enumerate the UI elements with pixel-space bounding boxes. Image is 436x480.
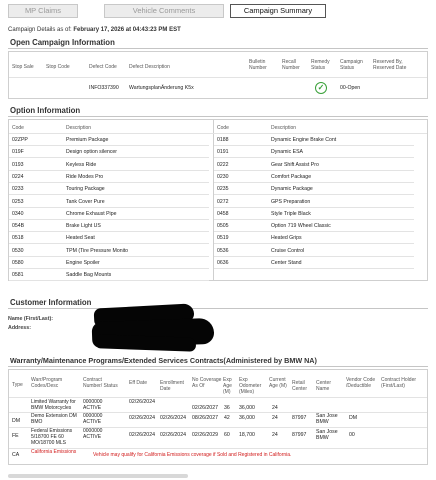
divider (214, 194, 414, 195)
option-left-desc-header: Description (66, 125, 92, 131)
left-option-code: 054B (12, 223, 25, 230)
wrow3-expodo: 18,700 (239, 432, 255, 438)
wcol-desc: Warr/Program Codes/Desc (31, 377, 63, 389)
left-option-description: Design option silencer (66, 149, 118, 156)
campaign-status-value: 00-Open (340, 85, 361, 91)
redacted-address-block-2 (96, 334, 196, 351)
defect-description-value: WartungsplanÄnderung K5x (129, 85, 194, 91)
open-campaign-title: Open Campaign Information (8, 37, 428, 49)
left-option-description: TPM (Tire Pressure Monito (66, 247, 129, 254)
option-table (8, 119, 428, 281)
wcol-type: Type (12, 382, 23, 388)
wrow2-vendor: DM (349, 415, 358, 421)
wrow3-contract: 0000000 ACTIVE (83, 428, 103, 440)
tab-bar (8, 4, 428, 18)
wcol-expodo: Exp Odometer (Miles) (239, 377, 262, 395)
wrow2-nocov: 08/26/2027 (192, 415, 218, 421)
right-option-description: Option 719 Wheel Classic (271, 223, 331, 230)
divider (9, 207, 209, 208)
left-option-code: 019F (12, 149, 24, 156)
col-stop-sale: Stop Sale (12, 64, 34, 70)
col-bulletin-number: Bulletin Number (249, 59, 267, 71)
wrow3-retail: 87997 (292, 432, 307, 438)
wrow1-eff: 02/26/2024 (129, 399, 155, 405)
left-option-code: 0530 (12, 247, 24, 254)
right-option-code: 0636 (217, 260, 229, 266)
divider (9, 397, 427, 398)
divider (9, 243, 209, 244)
wrow1-expage: 36 (224, 405, 230, 411)
wrow2-center: San Jose BMW (316, 413, 338, 425)
wcol-expage: Exp Age (M) (223, 377, 232, 395)
campaign-details-line (8, 27, 181, 33)
right-option-description: Cruise Control (271, 247, 305, 254)
wcol-nocov: No Coverage As Of (192, 377, 222, 389)
left-option-description: Tank Cover Pure (66, 198, 105, 205)
left-option-code: 0253 (12, 198, 24, 205)
right-option-description: Center Stand (271, 260, 302, 266)
left-option-description: Brake Light US (66, 223, 101, 230)
right-option-code: 0519 (217, 235, 229, 242)
wrow2-retail: 87997 (292, 415, 307, 421)
wrow1-curage: 24 (272, 405, 278, 411)
left-option-description: Ride Modes Pro (66, 173, 104, 180)
divider (214, 231, 414, 232)
wrow2-expodo: 36,000 (239, 415, 255, 421)
right-option-code: 0505 (217, 223, 229, 230)
divider (9, 145, 209, 146)
wcol-curage: Current Age (M) (269, 377, 287, 389)
col-stop-code: Stop Code (46, 64, 70, 70)
wrow4-note: Vehicle may qualify for California Emissions coverage if Sold and Registered in California. (93, 452, 292, 458)
divider (9, 170, 209, 171)
customer-address-label: Address: (8, 325, 31, 331)
option-right-desc-header: Description (271, 125, 297, 131)
left-option-code: 0340 (12, 210, 24, 217)
divider (9, 231, 209, 232)
check-circle-icon: ✓ (315, 82, 327, 94)
left-option-code: 0581 (12, 272, 24, 279)
wrow2-curage: 24 (272, 415, 278, 421)
right-option-code: 0272 (217, 198, 229, 205)
wrow4-desc: California Emissions (31, 449, 77, 455)
right-option-description: Comfort Package (271, 173, 312, 180)
left-option-description: Heated Seat (66, 235, 95, 242)
divider (9, 133, 427, 134)
col-reserved-by: Reserved By, Reserved Date (373, 59, 407, 71)
left-option-code: 0193 (12, 161, 24, 168)
divider (214, 268, 414, 269)
wrow3-center: San Jose BMW (316, 429, 338, 441)
wrow2-expage: 42 (224, 415, 230, 421)
right-option-description: GPS Preparation (271, 198, 311, 205)
divider (214, 256, 414, 257)
wrow2-contract: 0000000 ACTIVE (83, 413, 103, 425)
left-option-code: 0580 (12, 260, 24, 266)
col-defect-description: Defect Description (129, 64, 170, 70)
right-option-description: Heated Grips (271, 235, 302, 242)
right-option-code: 0458 (217, 210, 229, 217)
wcol-contract: Contract Number/ Status (83, 377, 118, 389)
left-option-description: Keyless Ride (66, 161, 97, 168)
right-option-code: 0235 (217, 186, 229, 193)
defect-code-value: INFO337390 (89, 85, 119, 91)
right-option-description: Gear Shift Assist Pro (271, 161, 319, 168)
campaign-details-date: February 17, 2026 at 04:43:23 PM EST (73, 27, 181, 33)
divider (9, 182, 209, 183)
wrow1-expodo: 36,000 (239, 405, 255, 411)
option-left-code-header: Code (12, 125, 24, 131)
wrow3-vendor: 00 (349, 432, 355, 438)
divider (214, 145, 414, 146)
wrow2-enroll: 02/26/2024 (160, 415, 186, 421)
wrow3-enroll: 02/26/2024 (160, 432, 186, 438)
left-option-description: Premium Package (66, 137, 109, 143)
left-option-code: 0233 (12, 186, 24, 193)
right-option-code: 0536 (217, 247, 229, 254)
wrow3-curage: 24 (272, 432, 278, 438)
horizontal-scrollbar[interactable] (8, 474, 188, 478)
wrow3-nocov: 02/26/2029 (192, 432, 218, 438)
right-option-code: 0222 (217, 161, 229, 168)
divider (9, 268, 209, 269)
tab-campaign-summary[interactable]: Campaign Summary (230, 4, 326, 18)
wcol-eff-date: Eff Date (129, 380, 147, 386)
divider (9, 256, 209, 257)
wcol-center-name: Center Name (316, 380, 332, 392)
wcol-holder: Contract Holder (First/Last) (381, 377, 417, 389)
divider (214, 170, 414, 171)
wcol-retail: Retail Center (292, 380, 308, 392)
wrow4-type: CA (12, 452, 20, 458)
wrow2-desc: Demo Extension DM BMO (31, 413, 77, 425)
wrow1-contract: 0000000 ACTIVE (83, 399, 103, 411)
customer-information-title: Customer Information (8, 297, 428, 309)
wrow3-eff: 02/26/2024 (129, 432, 155, 438)
right-option-code: 0191 (217, 149, 229, 156)
wcol-enroll: Enrollment Date (160, 380, 184, 392)
option-information-title: Option Information (8, 105, 428, 117)
campaign-details-label: Campaign Details as of: (8, 27, 72, 33)
wrow3-desc: Federal Emissions 5/18700 FE 60 MO/18700 MLS (31, 428, 73, 446)
tab-mp-claims[interactable]: MP Claims (8, 4, 78, 18)
right-option-description: Dynamic ESA (271, 149, 303, 156)
divider (214, 157, 414, 158)
option-right-code-header: Code (217, 125, 229, 131)
divider (214, 219, 414, 220)
wrow2-eff: 02/26/2024 (129, 415, 155, 421)
left-option-description: Engine Spoiler (66, 260, 100, 266)
right-option-code: 0230 (217, 173, 229, 180)
left-option-description: Saddle Bag Mounts (66, 272, 112, 279)
left-option-description: Chrome Exhaust Pipe (66, 210, 117, 217)
col-remedy-status: Remedy Status (311, 59, 330, 71)
left-option-code: 0224 (12, 173, 24, 180)
open-campaign-table (8, 51, 428, 99)
wrow2-type: DM (12, 418, 21, 424)
divider (9, 157, 209, 158)
wcol-vendor: Vendor Code /Deductible (346, 377, 376, 389)
right-option-description: Dynamic Engine Brake Cont (271, 137, 337, 143)
right-option-description: Dynamic Package (271, 186, 313, 193)
divider (9, 77, 427, 78)
left-option-code: 0518 (12, 235, 24, 242)
wrow1-nocov: 02/26/2027 (192, 405, 218, 411)
col-campaign-status: Campaign Status (340, 59, 363, 71)
wrow3-type: FE (12, 433, 19, 439)
divider (214, 182, 414, 183)
left-option-description: Touring Package (66, 186, 105, 193)
right-option-description: Style Triple Black (271, 210, 311, 217)
tab-vehicle-comments[interactable]: Vehicle Comments (104, 4, 224, 18)
divider (9, 194, 209, 195)
customer-name-label: Name (First/Last): (8, 316, 54, 322)
right-option-code: 0188 (217, 137, 229, 143)
col-defect-code: Defect Code (89, 64, 117, 70)
divider (214, 243, 414, 244)
wrow3-expage: 60 (224, 432, 230, 438)
wrow1-desc: Limited Warranty for BMW Motorcycles (31, 399, 76, 411)
left-option-code: 02ZPP (12, 137, 28, 143)
warranty-title: Warranty/Maintenance Programs/Extended Services Contracts(Administered by BMW NA) (8, 355, 428, 367)
divider (9, 219, 209, 220)
warranty-table (8, 369, 428, 465)
divider (214, 207, 414, 208)
col-recall-number: Recall Number (282, 59, 300, 71)
divider (9, 280, 209, 281)
